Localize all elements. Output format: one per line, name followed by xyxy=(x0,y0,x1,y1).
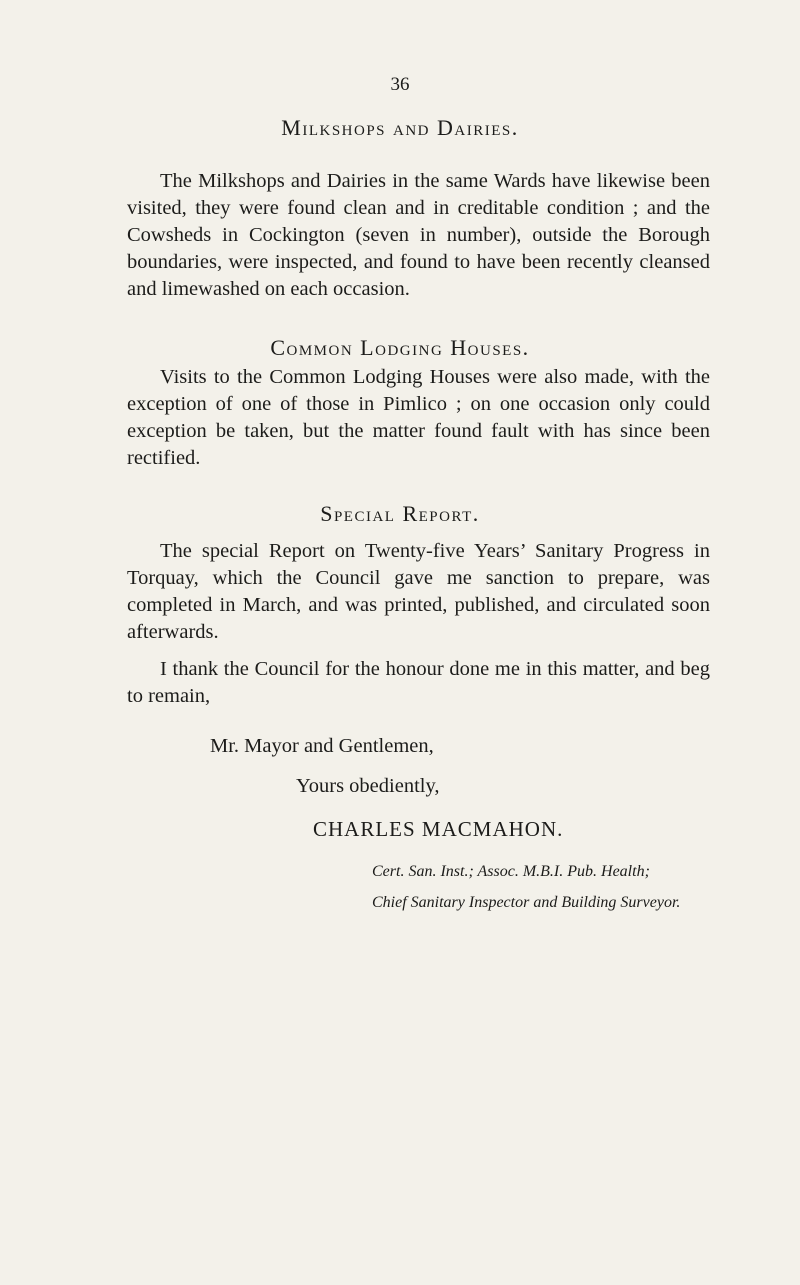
credential-line-1: Cert. San. Inst.; Assoc. M.B.I. Pub. Health; xyxy=(372,863,650,880)
section-text-milkshops: The Milkshops and Dairies in the same Wards have likewise been visited, they were found clean and in creditable condition ; and the Cowsheds in Cockington (seven in number), outside the Borough boundaries, were inspected, and found to have been recently cleansed and limewashed on each occasion. xyxy=(127,170,710,300)
closing-paragraph: I thank the Council for the honour done me in this matter, and beg to remain, xyxy=(127,658,710,707)
section-heading-lodging-houses: Common Lodging Houses. xyxy=(270,335,530,360)
credential-line-2: Chief Sanitary Inspector and Building Surveyor. xyxy=(372,894,681,911)
page-number: 36 xyxy=(390,74,410,95)
section-text-special-report: The special Report on Twenty-five Years’ Sanitary Progress in Torquay, which the Council gave me sanction to prepare, was completed in March, and was printed, published, and circulated soon afterwards. xyxy=(127,540,710,643)
salutation: Mr. Mayor and Gentlemen, xyxy=(210,735,434,757)
section-text-lodging-houses: Visits to the Common Lodging Houses were also made, with the exception of one of those in Pimlico ; on one occasion only could exception be taken, but the matter found fault with has since been rectified. xyxy=(127,366,710,469)
signature: CHARLES MACMAHON. xyxy=(313,817,564,841)
section-heading-special-report: Special Report. xyxy=(320,501,480,526)
valediction: Yours obediently, xyxy=(296,775,440,797)
section-heading-milkshops: Milkshops and Dairies. xyxy=(281,115,519,140)
